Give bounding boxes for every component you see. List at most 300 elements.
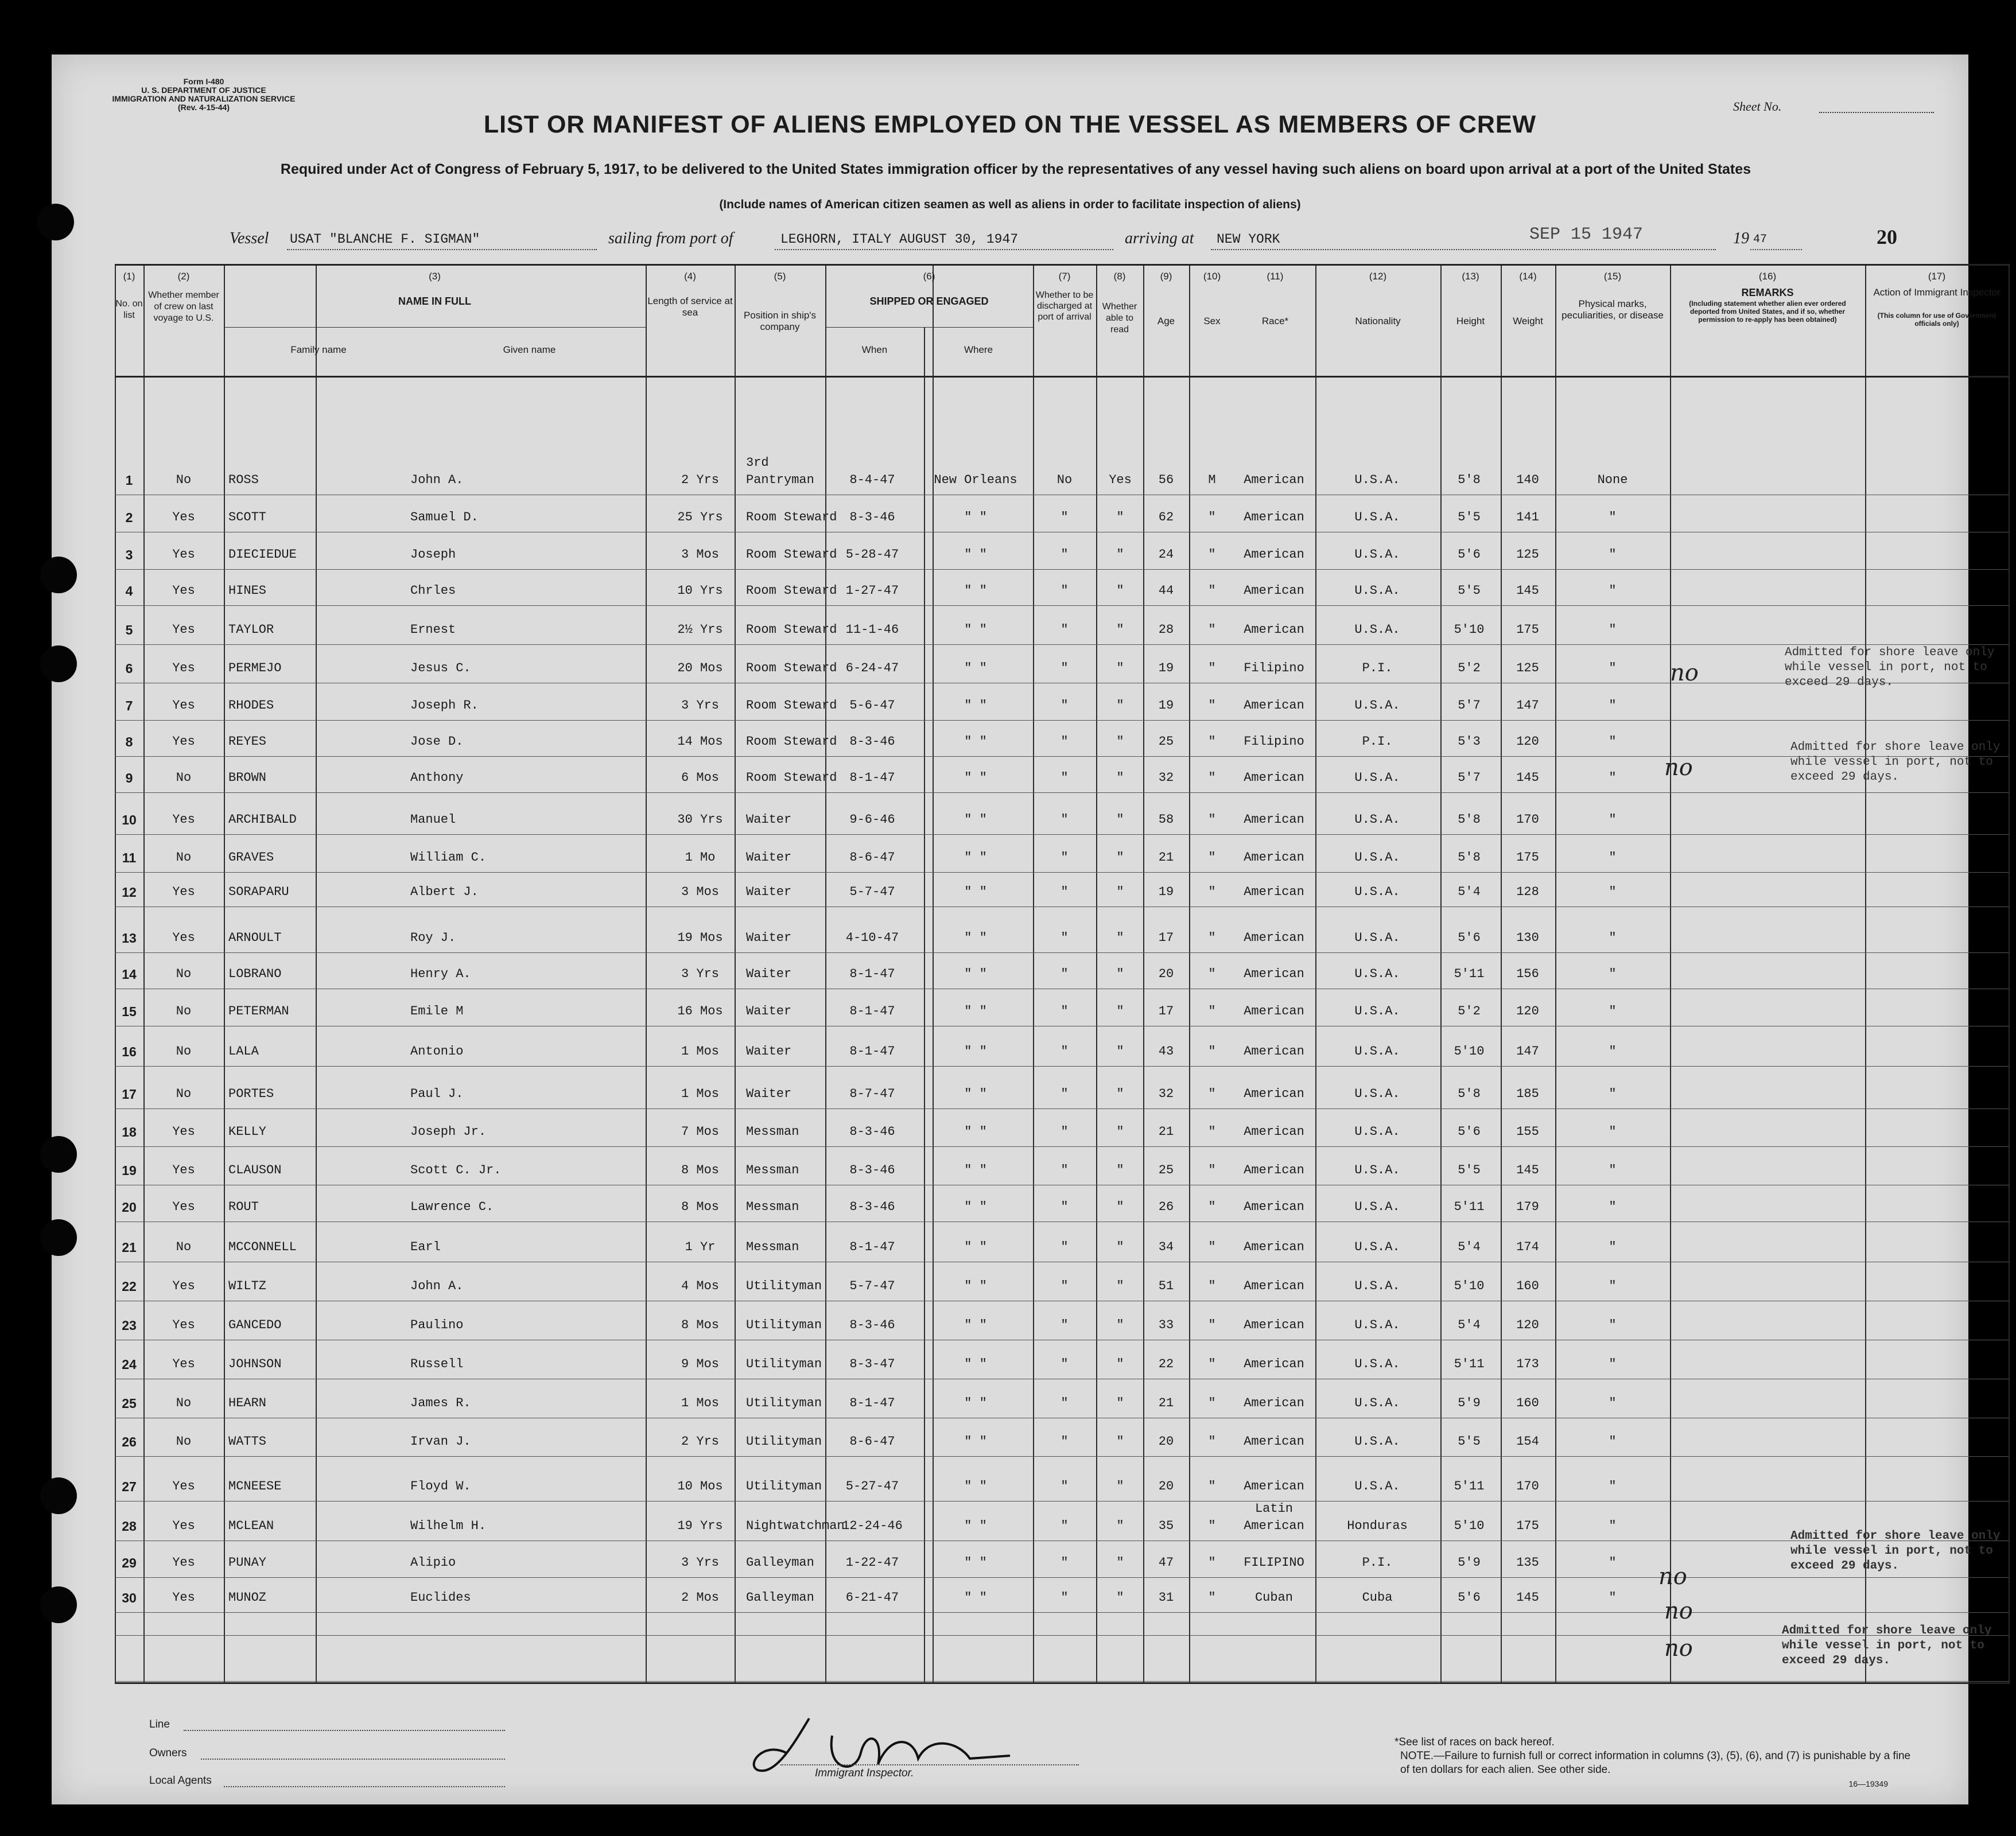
cell-when: 5-27-47	[845, 1479, 899, 1493]
cell-sex: "	[1208, 661, 1216, 675]
cell-last: Yes	[172, 1479, 195, 1493]
column-rule	[2009, 264, 2010, 1684]
cell-discharged: "	[1061, 547, 1069, 562]
column-rule	[1865, 264, 1866, 1684]
cell-last: Yes	[172, 1357, 195, 1371]
row-rule	[115, 872, 2009, 873]
cell-age: 44	[1158, 584, 1174, 598]
cell-last: No	[176, 771, 192, 785]
cell-last: No	[176, 1044, 192, 1059]
cell-race: American	[1244, 1044, 1304, 1059]
cell-race: American	[1244, 1434, 1304, 1449]
cell-race: American	[1244, 771, 1304, 785]
cell-marks: "	[1609, 1240, 1617, 1254]
page-title: LIST OR MANIFEST OF ALIENS EMPLOYED ON THE VESSEL AS MEMBERS OF CREW	[483, 111, 1537, 138]
column-header-c3a: Family name	[290, 344, 347, 355]
cell-weight: 156	[1516, 967, 1539, 981]
cell-nationality: U.S.A.	[1354, 1004, 1400, 1018]
cell-read: "	[1116, 661, 1124, 675]
cell-sex: "	[1208, 1396, 1216, 1410]
cell-last: Yes	[172, 1519, 195, 1533]
cell-service: 10 Yrs	[677, 584, 723, 598]
column-header-c4: Length of service at sea	[647, 295, 733, 318]
cell-sex: "	[1208, 1590, 1216, 1605]
cell-position: Waiter	[746, 1044, 792, 1059]
cell-last: Yes	[172, 1318, 195, 1332]
cell-read: "	[1116, 1479, 1124, 1493]
cell-last: Yes	[172, 698, 195, 713]
cell-service: 14 Mos	[677, 734, 723, 749]
cell-race: American	[1244, 1240, 1304, 1254]
column-header-c1-num: (1)	[123, 271, 135, 282]
cell-where: " "	[964, 1396, 987, 1410]
cell-weight: 175	[1516, 623, 1539, 637]
cell-discharged: "	[1061, 1200, 1069, 1214]
cell-discharged: No	[1056, 473, 1073, 487]
cell-age: 51	[1158, 1279, 1174, 1293]
cell-when: 4-10-47	[845, 931, 899, 945]
handwritten-no: no	[1664, 754, 1693, 781]
cell-service: 20 Mos	[677, 661, 723, 675]
cell-family: GRAVES	[228, 850, 274, 865]
cell-family: ARNOULT	[228, 931, 282, 945]
cell-race: Filipino	[1244, 661, 1304, 675]
cell-service: 3 Yrs	[681, 967, 719, 981]
cell-race: American	[1244, 1087, 1304, 1101]
column-header-c17: Action of Immigrant Inspector	[1873, 287, 2001, 298]
cell-age: 22	[1158, 1357, 1174, 1371]
column-header-c15: Physical marks, peculiarities, or disease	[1561, 298, 1664, 321]
cell-sex: "	[1208, 1279, 1216, 1293]
column-header-c12-num: (12)	[1369, 271, 1387, 282]
cell-discharged: "	[1061, 734, 1069, 749]
cell-height: 5'4	[1458, 1318, 1481, 1332]
cell-age: 17	[1158, 931, 1174, 945]
cell-nationality: U.S.A.	[1354, 771, 1400, 785]
cell-service: 19 Mos	[677, 931, 723, 945]
cell-where: " "	[964, 1519, 987, 1533]
cell-where: " "	[964, 698, 987, 713]
cell-where: " "	[964, 771, 987, 785]
cell-read: "	[1116, 1555, 1124, 1570]
cell-no: 27	[122, 1479, 137, 1494]
cell-last: Yes	[172, 734, 195, 749]
cell-service: 2½ Yrs	[677, 623, 723, 637]
cell-position: Waiter	[746, 931, 792, 945]
cell-given: Jose D.	[410, 734, 464, 749]
cell-where: " "	[964, 1125, 987, 1139]
cell-race: American	[1244, 1479, 1304, 1493]
cell-service: 8 Mos	[681, 1163, 719, 1177]
cell-service: 3 Yrs	[681, 1555, 719, 1570]
cell-last: Yes	[172, 584, 195, 598]
cell-given: Russell	[410, 1357, 464, 1371]
cell-read: "	[1116, 1357, 1124, 1371]
cell-where: " "	[964, 547, 987, 562]
cell-weight: 154	[1516, 1434, 1539, 1449]
cell-family: KELLY	[228, 1125, 267, 1139]
cell-position: Nightwatchman	[746, 1519, 845, 1533]
cell-family: JOHNSON	[228, 1357, 282, 1371]
column-header-c1: No. on list	[115, 299, 143, 320]
cell-age: 25	[1158, 1163, 1174, 1177]
cell-service: 2 Yrs	[681, 1434, 719, 1449]
cell-read: "	[1116, 1087, 1124, 1101]
row-rule	[115, 1612, 2009, 1613]
cell-nationality: U.S.A.	[1354, 931, 1400, 945]
cell-last: Yes	[172, 812, 195, 827]
cell-race: American	[1244, 510, 1304, 524]
row-rule	[115, 605, 2009, 606]
cell-given: Albert J.	[410, 885, 479, 899]
cell-race: American	[1244, 1357, 1304, 1371]
cell-nationality: Honduras	[1347, 1519, 1408, 1533]
cell-given: John A.	[410, 1279, 464, 1293]
cell-age: 21	[1158, 1396, 1174, 1410]
cell-discharged: "	[1061, 698, 1069, 713]
cell-service: 1 Mos	[681, 1396, 719, 1410]
cell-sex: "	[1208, 584, 1216, 598]
cell-nationality: U.S.A.	[1354, 547, 1400, 562]
row-rule	[115, 1146, 2009, 1147]
department-name: U. S. DEPARTMENT OF JUSTICE	[141, 85, 266, 95]
cell-when: 5-28-47	[845, 547, 899, 562]
cell-height: 5'11	[1454, 1357, 1485, 1371]
cell-last: Yes	[172, 547, 195, 562]
cell-when: 5-7-47	[849, 1279, 895, 1293]
form-footer	[52, 1701, 1968, 1804]
form-number: Form I-480	[183, 77, 224, 86]
cell-height: 5'7	[1458, 698, 1481, 713]
cell-position: Room Steward	[746, 771, 837, 785]
cell-family: GANCEDO	[228, 1318, 282, 1332]
cell-position: Messman	[746, 1163, 799, 1177]
cell-sex: "	[1208, 1125, 1216, 1139]
cell-no: 12	[122, 885, 137, 900]
cell-race: American	[1244, 1125, 1304, 1139]
cell-height: 5'10	[1454, 1044, 1485, 1059]
cell-height: 5'4	[1458, 1240, 1481, 1254]
cell-race: American	[1244, 885, 1304, 899]
cell-marks: "	[1609, 1555, 1617, 1570]
cell-race: Cuban	[1254, 1590, 1293, 1605]
column-header-c13-num: (13)	[1462, 271, 1479, 282]
column-header-c17b: (This column for use of Government officials only)	[1877, 312, 1996, 328]
cell-no: 29	[122, 1555, 137, 1570]
vessel-line	[230, 225, 1951, 252]
cell-read: "	[1116, 931, 1124, 945]
cell-height: 5'10	[1454, 1279, 1485, 1293]
cell-where: " "	[964, 510, 987, 524]
cell-marks: "	[1609, 967, 1617, 981]
cell-weight: 173	[1516, 1357, 1539, 1371]
cell-age: 58	[1158, 812, 1174, 827]
cell-given: Joseph	[410, 547, 456, 562]
cell-position: Room Steward	[746, 547, 837, 562]
service-name: IMMIGRATION AND NATURALIZATION SERVICE	[112, 94, 296, 103]
cell-race: American	[1244, 1318, 1304, 1332]
cell-read: "	[1116, 1240, 1124, 1254]
cell-family: CLAUSON	[228, 1163, 282, 1177]
cell-weight: 175	[1516, 1519, 1539, 1533]
cell-when: 5-6-47	[849, 698, 895, 713]
cell-marks: "	[1609, 1087, 1617, 1101]
cell-last: No	[176, 1087, 192, 1101]
cell-marks: "	[1609, 1004, 1617, 1018]
cell-where: " "	[964, 1590, 987, 1605]
cell-discharged: "	[1061, 931, 1069, 945]
row-rule	[115, 834, 2009, 835]
row-rule	[115, 792, 2009, 793]
cell-service: 10 Mos	[677, 1479, 723, 1493]
cell-service: 4 Mos	[681, 1279, 719, 1293]
cell-discharged: "	[1061, 1044, 1069, 1059]
cell-weight: 145	[1516, 584, 1539, 598]
column-header-c7-num: (7)	[1058, 271, 1071, 282]
page-subnote: (Include names of American citizen seamen as well as aliens in order to facilitate inspection of aliens)	[719, 198, 1301, 211]
note-text: —Failure to furnish full or correct information in columns (3), (5), (6), and (7) is punishable by a fine of ten dollars for each alien. See other side.	[1400, 1750, 1911, 1776]
cell-read: "	[1116, 1200, 1124, 1214]
cell-position: Utilityman	[746, 1318, 822, 1332]
cell-marks: "	[1609, 885, 1617, 899]
cell-weight: 145	[1516, 1163, 1539, 1177]
column-header-c8: Whether able to read	[1102, 302, 1137, 334]
cell-read: "	[1116, 850, 1124, 865]
cell-no: 19	[122, 1163, 137, 1178]
cell-height: 5'6	[1458, 1590, 1481, 1605]
cell-when: 8-7-47	[849, 1087, 895, 1101]
cell-height: 5'11	[1454, 967, 1485, 981]
cell-race: American	[1244, 1279, 1304, 1293]
cell-service: 1 Mos	[681, 1087, 719, 1101]
cell-where: " "	[964, 584, 987, 598]
cell-read: "	[1116, 1004, 1124, 1018]
cell-last: No	[176, 1004, 192, 1018]
cell-marks: "	[1609, 1590, 1617, 1605]
cell-height: 5'5	[1458, 584, 1481, 598]
column-header-c11: Race*	[1261, 316, 1289, 326]
cell-family: ROUT	[228, 1200, 259, 1214]
cell-discharged: "	[1061, 1125, 1069, 1139]
cell-service: 1 Yr	[685, 1240, 716, 1254]
column-header-c12: Nationality	[1355, 316, 1401, 326]
cell-age: 47	[1158, 1555, 1174, 1570]
cell-given: Lawrence C.	[410, 1200, 494, 1214]
cell-sex: "	[1208, 850, 1216, 865]
cell-where: " "	[964, 1163, 987, 1177]
cell-when: 8-6-47	[849, 1434, 895, 1449]
cell-discharged: "	[1061, 771, 1069, 785]
column-rule	[316, 264, 317, 1684]
cell-height: 5'2	[1458, 1004, 1481, 1018]
cell-given: Euclides	[410, 1590, 471, 1605]
cell-position: Utilityman	[746, 1279, 822, 1293]
cell-family: ARCHIBALD	[228, 812, 297, 827]
cell-race: American	[1244, 1163, 1304, 1177]
cell-marks: "	[1609, 661, 1617, 675]
cell-marks: "	[1609, 1044, 1617, 1059]
column-header-c5: Position in ship's company	[743, 310, 817, 332]
cell-nationality: U.S.A.	[1354, 1087, 1400, 1101]
cell-marks: "	[1609, 850, 1617, 865]
cell-no: 1	[125, 473, 133, 488]
cell-nationality: U.S.A.	[1354, 885, 1400, 899]
cell-age: 19	[1158, 661, 1174, 675]
cell-service: 3 Mos	[681, 885, 719, 899]
cell-weight: 147	[1516, 1044, 1539, 1059]
cell-height: 5'5	[1458, 1434, 1481, 1449]
cell-height: 5'8	[1458, 812, 1481, 827]
cell-weight: 140	[1516, 473, 1539, 487]
cell-family: ROSS	[228, 473, 259, 487]
cell-race: American	[1244, 698, 1304, 713]
row-rule	[115, 756, 2009, 757]
cell-marks: "	[1609, 1396, 1617, 1410]
cell-family: LALA	[228, 1044, 259, 1059]
cell-no: 18	[122, 1125, 137, 1139]
cell-last: Yes	[172, 885, 195, 899]
cell-nationality: U.S.A.	[1354, 967, 1400, 981]
inspector-label: Immigrant Inspector.	[815, 1767, 914, 1779]
cell-race: American	[1244, 1200, 1304, 1214]
page-number: 20	[1877, 225, 1897, 248]
cell-family: SCOTT	[228, 510, 267, 524]
column-header-c16b: (Including statement whether alien ever ordered deported from United States, and if so, whether permission to re-apply has been obtained)	[1689, 299, 1846, 324]
cell-where: " "	[964, 1200, 987, 1214]
column-header-c3: NAME IN FULL	[398, 295, 471, 307]
cell-service: 2 Mos	[681, 1590, 719, 1605]
column-header-c11-num: (11)	[1267, 271, 1284, 282]
sailing-port: LEGHORN, ITALY AUGUST 30, 1947	[780, 232, 1019, 247]
cell-given: Scott C. Jr.	[410, 1163, 502, 1177]
cell-family: BROWN	[228, 771, 267, 785]
cell-weight: 174	[1516, 1240, 1539, 1254]
cell-family: MCNEESE	[228, 1479, 282, 1493]
cell-position: Waiter	[746, 885, 792, 899]
cell-where: " "	[964, 1555, 987, 1570]
cell-marks: "	[1609, 1163, 1617, 1177]
cell-weight: 120	[1516, 734, 1539, 749]
cell-where: " "	[964, 1357, 987, 1371]
cell-nationality: U.S.A.	[1354, 1434, 1400, 1449]
cell-read: "	[1116, 698, 1124, 713]
cell-last: Yes	[172, 931, 195, 945]
cell-when: 8-1-47	[849, 1004, 895, 1018]
cell-read: "	[1116, 510, 1124, 524]
column-header-c4-num: (4)	[684, 271, 696, 282]
cell-age: 19	[1158, 885, 1174, 899]
cell-no: 28	[122, 1519, 137, 1534]
cell-height: 5'5	[1458, 510, 1481, 524]
cell-weight: 125	[1516, 547, 1539, 562]
cell-marks: "	[1609, 734, 1617, 749]
cell-race: American	[1244, 1519, 1304, 1533]
cell-no: 17	[122, 1087, 137, 1102]
cell-marks: "	[1609, 1519, 1617, 1533]
column-header-c6-num: (6)	[923, 271, 935, 282]
column-header-c6: SHIPPED OR ENGAGED	[869, 295, 989, 307]
cell-marks: "	[1609, 584, 1617, 598]
cell-age: 32	[1158, 771, 1174, 785]
cell-family: MCLEAN	[228, 1519, 274, 1533]
cell-nationality: U.S.A.	[1354, 1396, 1400, 1410]
cell-position: Waiter	[746, 812, 792, 827]
column-header-c7: Whether to be discharged at port of arrival	[1035, 290, 1094, 322]
shore-leave-stamp: Admitted for shore leave only while vessel in port, not to exceed 29 days.	[1782, 1624, 1992, 1667]
cell-read: "	[1116, 1279, 1124, 1293]
cell-nationality: U.S.A.	[1354, 1240, 1400, 1254]
row-rule	[115, 1456, 2009, 1457]
cell-weight: 170	[1516, 812, 1539, 827]
cell-given: Paul J.	[410, 1087, 464, 1101]
cell-last: No	[176, 1434, 192, 1449]
cell-age: 56	[1158, 473, 1174, 487]
cell-given: Emile M	[410, 1004, 464, 1018]
cell-weight: 125	[1516, 661, 1539, 675]
cell-when: 8-1-47	[849, 967, 895, 981]
cell-nationality: P.I.	[1362, 661, 1393, 675]
column-header-c14-num: (14)	[1519, 271, 1537, 282]
cell-weight: 160	[1516, 1279, 1539, 1293]
cell-last: Yes	[172, 1555, 195, 1570]
vessel-label: Vessel	[230, 230, 269, 247]
cell-sex: "	[1208, 931, 1216, 945]
manifest-sheet	[52, 55, 2001, 1804]
cell-marks: None	[1597, 473, 1628, 487]
column-header-c3-num: (3)	[429, 271, 441, 282]
column-header-c8-num: (8)	[1113, 271, 1126, 282]
column-header-c13: Height	[1456, 316, 1485, 326]
cell-age: 17	[1158, 1004, 1174, 1018]
cell-service: 8 Mos	[681, 1200, 719, 1214]
cell-when: 1-27-47	[845, 584, 899, 598]
cell-read: "	[1116, 967, 1124, 981]
cell-position: Utilityman	[746, 1479, 822, 1493]
cell-position: Room Steward	[746, 623, 837, 637]
cell-weight: 155	[1516, 1125, 1539, 1139]
cell-height: 5'8	[1458, 473, 1481, 487]
cell-family: PORTES	[228, 1087, 274, 1101]
cell-where: " "	[964, 1434, 987, 1449]
cell-read: "	[1116, 584, 1124, 598]
cell-sex: "	[1208, 1240, 1216, 1254]
cell-given: Manuel	[410, 812, 456, 827]
cell-discharged: "	[1061, 1555, 1069, 1570]
column-header-c6b: Where	[964, 344, 993, 355]
cell-when: 6-21-47	[845, 1590, 899, 1605]
cell-given: Floyd W.	[410, 1479, 471, 1493]
cell-given: Alipio	[410, 1555, 456, 1570]
cell-last: No	[176, 1396, 192, 1410]
cell-no: 25	[122, 1396, 137, 1411]
cell-discharged: "	[1061, 812, 1069, 827]
cell-where: " "	[964, 1318, 987, 1332]
cell-when: 6-24-47	[845, 661, 899, 675]
cell-nationality: U.S.A.	[1354, 510, 1400, 524]
cell-where: " "	[964, 1240, 987, 1254]
cell-position: Messman	[746, 1125, 799, 1139]
cell-weight: 170	[1516, 1479, 1539, 1493]
cell-given: Irvan J.	[410, 1434, 471, 1449]
cell-height: 5'11	[1454, 1479, 1485, 1493]
cell-age: 31	[1158, 1590, 1174, 1605]
cell-family: HEARN	[228, 1396, 267, 1410]
cell-no: 26	[122, 1434, 137, 1449]
cell-when: 8-3-46	[849, 510, 895, 524]
cell-read: "	[1116, 771, 1124, 785]
cell-height: 5'6	[1458, 547, 1481, 562]
cell-given: Joseph R.	[410, 698, 479, 713]
